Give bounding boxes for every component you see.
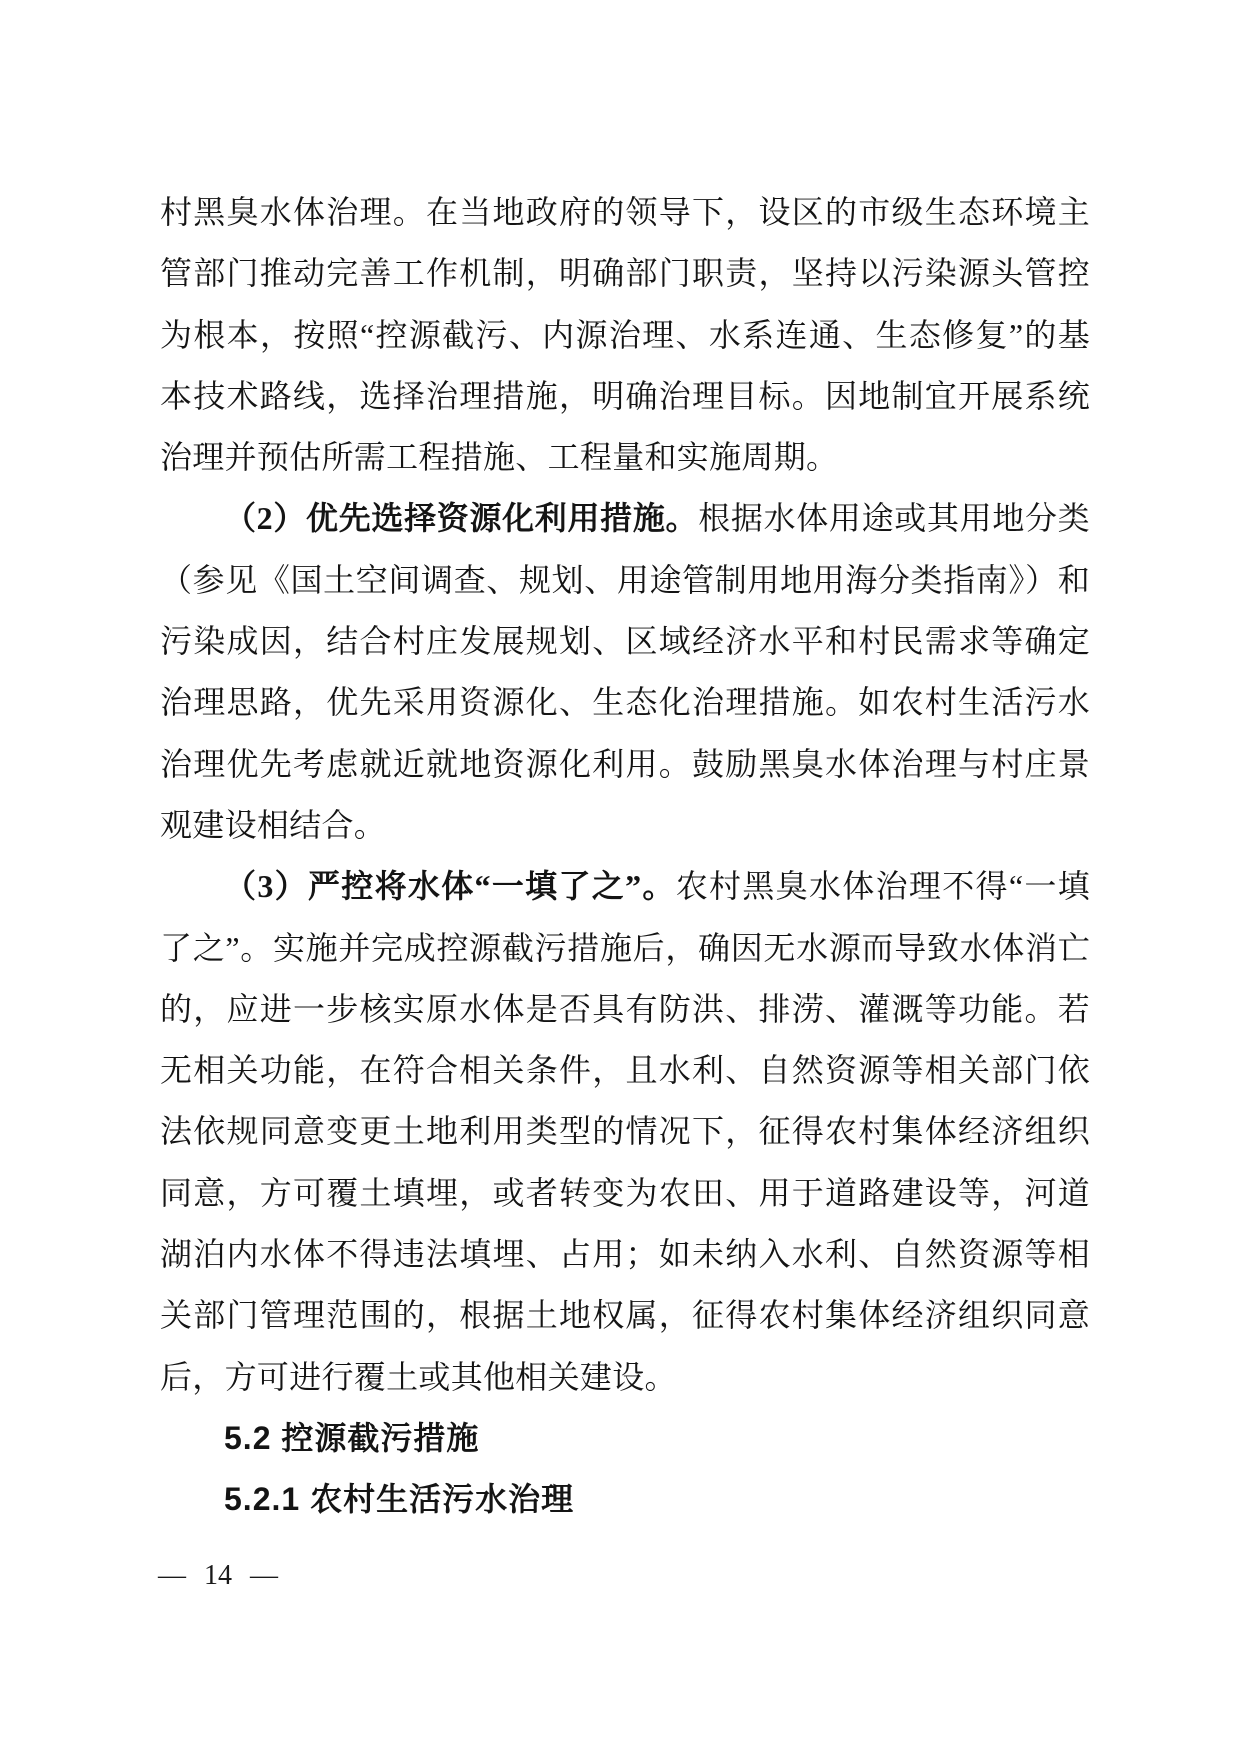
bold-lead-text: （3）严控将水体“一填了之”。 <box>224 868 676 905</box>
page-body <box>160 182 1090 1531</box>
paragraph <box>160 856 1090 1408</box>
section-heading <box>160 1469 1090 1530</box>
footer-dash-left: — <box>158 1560 186 1591</box>
section-heading <box>160 1408 1090 1469</box>
body-text: 农村黑臭水体治理不得“一填了之”。实施并完成控源截污措施后，确因无水源而导致水体消亡的，应进一步核实原水体是否具有防洪、排涝、灌溉等功能。若无相关功能，在符合相关条件，且水利、自然资源等相关部门依法依规同意变更土地利用类型的情况下，征得农村集体经济组织同意，方可覆土填埋，或者转变为农田、用于道路建设等，河道湖泊内水体不得违法填埋、占用；如未纳入水利、自然资源等相关部门管理范围的，根据土地权属，征得农村集体经济组织同意后，方可进行覆土或其他相关建设。 <box>160 868 1090 1395</box>
bold-lead-text: 5.2 控源截污措施 <box>224 1419 480 1456</box>
footer-page-number: 14 <box>204 1560 232 1591</box>
body-text: 村黑臭水体治理。在当地政府的领导下，设区的市级生态环境主管部门推动完善工作机制，明确部门职责，坚持以污染源头管控为根本，按照“控源截污、内源治理、水系连通、生态修复”的基本技术路线，选择治理措施，明确治理目标。因地制宜开展系统治理并预估所需工程措施、工程量和实施周期。 <box>160 194 1090 476</box>
page-footer <box>158 1560 278 1592</box>
footer-dash-right: — <box>250 1560 278 1591</box>
body-text: 根据水体用途或其用地分类（参见《国土空间调查、规划、用途管制用地用海分类指南》）和污染成因，结合村庄发展规划、区域经济水平和村民需求等确定治理思路，优先采用资源化、生态化治理措施。如农村生活污水治理优先考虑就近就地资源化利用。鼓励黑臭水体治理与村庄景观建设相结合。 <box>160 500 1090 843</box>
paragraph <box>160 182 1090 488</box>
paragraph <box>160 488 1090 856</box>
bold-lead-text: （2）优先选择资源化利用措施。 <box>224 500 699 537</box>
bold-lead-text: 5.2.1 农村生活污水治理 <box>224 1481 575 1518</box>
